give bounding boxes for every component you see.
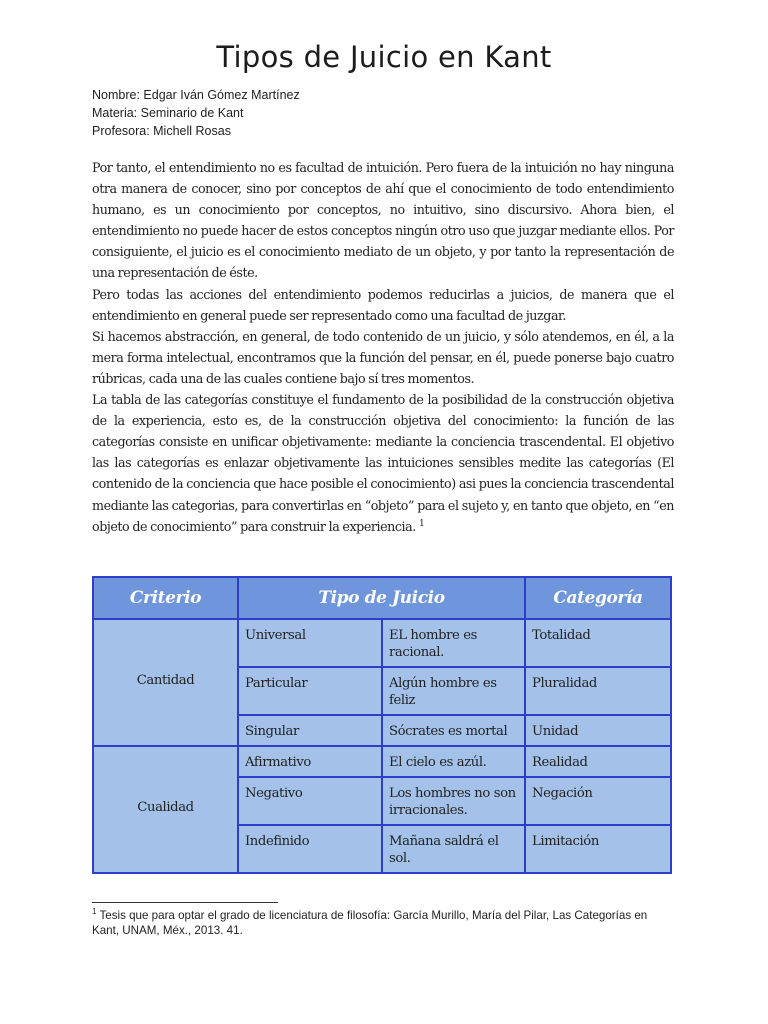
subject-name: Materia: Seminario de Kant [92,106,244,120]
categoria-cell: Negación [525,777,671,825]
paragraph-text: La tabla de las categorías constituye el fundamento de la posibilidad de la construcción objetiva de la experiencia, esto es, de la construcción objetiva del conocimiento: la función de las categorías consiste en unificar objetivamente: mediante la conciencia trascendental. El objetivo las las categorías es enlazar objetivamente las intuiciones sensibles medite las categorías (El contenido de la conciencia que hace posible el conocimiento) asi pues la conciencia trascendental mediante las categorias, para convertirlas en “objeto” para el sujeto y, en tanto que objeto, en “en objeto de conocimiento” para construir la experiencia. [92,392,674,534]
professor-name: Profesora: Michell Rosas [92,124,231,138]
document-title: Tipos de Juicio en Kant [216,40,552,74]
footnote-text: Tesis que para optar el grado de licenciatura de filosofía: García Murillo, María del Pilar, Las Categorías en Kant, UNAM, Méx., 2013. 41. [92,909,648,937]
tipo-cell: Afirmativo [238,746,382,777]
table-row [93,619,671,667]
tipo-cell: Singular [238,715,382,746]
table-row [93,746,671,777]
ejemplo-cell: EL hombre es racional. [382,619,525,667]
body-text [92,157,674,537]
footnote [92,908,652,938]
judgment-types-table [92,576,672,874]
paragraph [92,389,674,537]
header-criterio: Criterio [93,577,238,619]
criterio-cell: Cualidad [93,746,238,873]
tipo-cell: Particular [238,667,382,715]
ejemplo-cell: Los hombres no son irracionales. [382,777,525,825]
paragraph: Si hacemos abstracción, en general, de todo contenido de un juicio, y sólo atendemos, en él, a la mera forma intelectual, encontramos que la función del pensar, en él, puede ponerse bajo cuatro rúbricas, cada una de las cuales contiene bajo sí tres momentos. [92,328,674,386]
header-tipo-de-juicio: Tipo de Juicio [238,577,525,619]
tipo-cell: Indefinido [238,825,382,873]
table-header-row [93,577,671,619]
criterio-cell: Cantidad [93,619,238,746]
ejemplo-cell: Sócrates es mortal [382,715,525,746]
categoria-cell: Unidad [525,715,671,746]
categoria-cell: Limitación [525,825,671,873]
tipo-cell: Universal [238,619,382,667]
tipo-cell: Negativo [238,777,382,825]
categoria-cell: Pluralidad [525,667,671,715]
ejemplo-cell: Algún hombre es feliz [382,667,525,715]
categoria-cell: Realidad [525,746,671,777]
ejemplo-cell: El cielo es azúl. [382,746,525,777]
author-name: Nombre: Edgar Iván Gómez Martínez [92,88,300,102]
ejemplo-cell: Mañana saldrá el sol. [382,825,525,873]
footnote-reference[interactable]: 1 [418,518,425,529]
paragraph: Por tanto, el entendimiento no es facultad de intuición. Pero fuera de la intuición no hay ninguna otra manera de conocer, sino por conceptos de ahí que el conocimiento de todo entendimiento humano, es un conocimiento por conceptos, no intuitivo, sino discursivo. Ahora bien, el entendimiento no puede hacer de estos conceptos ningún otro uso que juzgar mediante ellos. Por consiguiente, el juicio es el conocimiento mediato de un objeto, y por tanto la representación de una representación de éste. [92,160,674,281]
footnote-mark: 1 [92,907,97,917]
footnote-divider [92,902,278,903]
paragraph: Pero todas las acciones del entendimiento podemos reducirlas a juicios, de manera que el entendimiento en general puede ser representado como una facultad de juzgar. [92,286,674,323]
author-info [92,86,300,140]
header-categoria: Categoría [525,577,671,619]
categoria-cell: Totalidad [525,619,671,667]
